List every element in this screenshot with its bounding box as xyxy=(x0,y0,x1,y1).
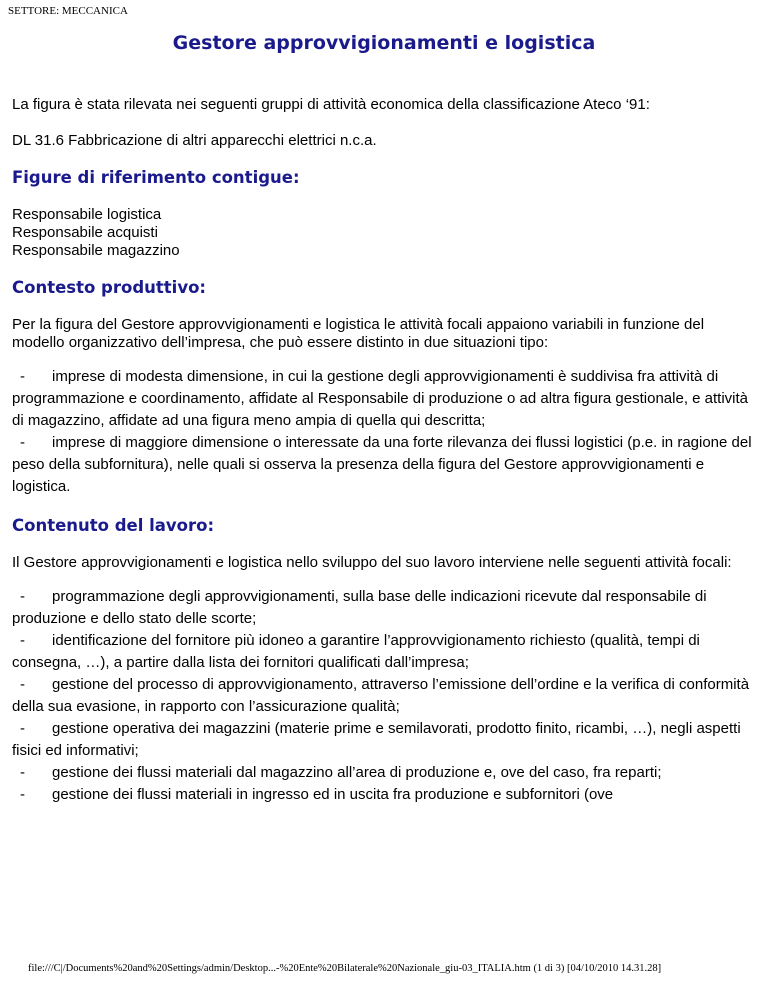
section-heading-contiguous: Figure di riferimento contigue: xyxy=(12,168,300,187)
list-item xyxy=(12,432,752,498)
work-content-paragraph: Il Gestore approvvigionamenti e logistica nello sviluppo del suo lavoro interviene nelle seguenti attività focali: xyxy=(12,554,732,571)
dash-bullet: - xyxy=(20,434,25,451)
list-item xyxy=(12,586,752,630)
header-sector: SETTORE: MECCANICA xyxy=(8,5,128,17)
list-item-text: gestione dei flussi materiali in ingresso ed in uscita fra produzione e subfornitori (ove xyxy=(52,786,614,803)
footer-file-url: file:///C|/Documents%20and%20Settings/admin/Desktop...-%20Ente%20Bilaterale%20Nazionale_giu-03_ITALIA.htm (1 di 3) [04/10/2010 14.31.28] xyxy=(28,963,662,974)
dash-bullet: - xyxy=(20,676,25,693)
list-item-text: gestione operativa dei magazzini (materie prime e semilavorati, prodotto finito, ricambi, …), negli aspetti fisici ed informativi; xyxy=(12,720,741,759)
dash-bullet: - xyxy=(20,764,25,781)
list-item xyxy=(12,674,752,718)
dash-bullet: - xyxy=(20,368,25,385)
section-heading-context: Contesto produttivo: xyxy=(12,278,207,297)
list-item-text: identificazione del fornitore più idoneo a garantire l’approvvigionamento richiesto (qualità, tempi di consegna, …), a partire dalla lista dei fornitori qualificati dall’impresa; xyxy=(12,632,700,671)
list-item: Responsabile magazzino xyxy=(12,242,180,259)
list-item-text: gestione del processo di approvvigionamento, attraverso l’emissione dell’ordine e la verifica di conformità della sua evasione, in rapporto con l’assicurazione qualità; xyxy=(12,676,750,715)
page-title: Gestore approvvigionamenti e logistica xyxy=(172,32,596,54)
list-item: Responsabile acquisti xyxy=(12,224,158,241)
dash-bullet: - xyxy=(20,632,25,649)
dash-bullet: - xyxy=(20,588,25,605)
list-item xyxy=(12,762,752,784)
intro-text: La figura è stata rilevata nei seguenti gruppi di attività economica della classificazione Ateco ‘91: xyxy=(12,96,650,113)
list-item xyxy=(12,784,752,806)
work-content-list xyxy=(12,586,752,806)
context-paragraph: Per la figura del Gestore approvvigionamenti e logistica le attività focali appaiono variabili in funzione del modello organizzativo dell’impresa, che può essere distinto in due situazioni tipo: xyxy=(12,316,705,351)
ateco-code: DL 31.6 Fabbricazione di altri apparecchi elettrici n.c.a. xyxy=(12,132,377,149)
list-item: Responsabile logistica xyxy=(12,206,162,223)
list-item xyxy=(12,366,752,432)
contiguous-figures-list xyxy=(12,206,752,260)
dash-bullet: - xyxy=(20,720,25,737)
list-item-text: imprese di maggiore dimensione o interessate da una forte rilevanza dei flussi logistici (p.e. in ragione del peso della subfornitura), nelle quali si osserva la presenza della figura del Gestore approvvigionamenti e logistica. xyxy=(12,434,752,495)
list-item-text: imprese di modesta dimensione, in cui la gestione degli approvvigionamenti è suddivisa fra attività di programmazione e coordinamento, affidate al Responsabile di produzione o ad altra figura gestionale, e attività di magazzino, affidate ad una figura meno ampia di quella qui descritta; xyxy=(12,368,749,429)
dash-bullet: - xyxy=(20,786,25,803)
list-item-text: gestione dei flussi materiali dal magazzino all’area di produzione e, ove del caso, fra reparti; xyxy=(52,764,662,781)
context-list xyxy=(12,366,752,498)
section-heading-work-content: Contenuto del lavoro: xyxy=(12,516,215,535)
document-body xyxy=(12,96,752,824)
list-item xyxy=(12,718,752,762)
list-item-text: programmazione degli approvvigionamenti, sulla base delle indicazioni ricevute dal responsabile di produzione e dello stato delle scorte; xyxy=(12,588,707,627)
list-item xyxy=(12,630,752,674)
